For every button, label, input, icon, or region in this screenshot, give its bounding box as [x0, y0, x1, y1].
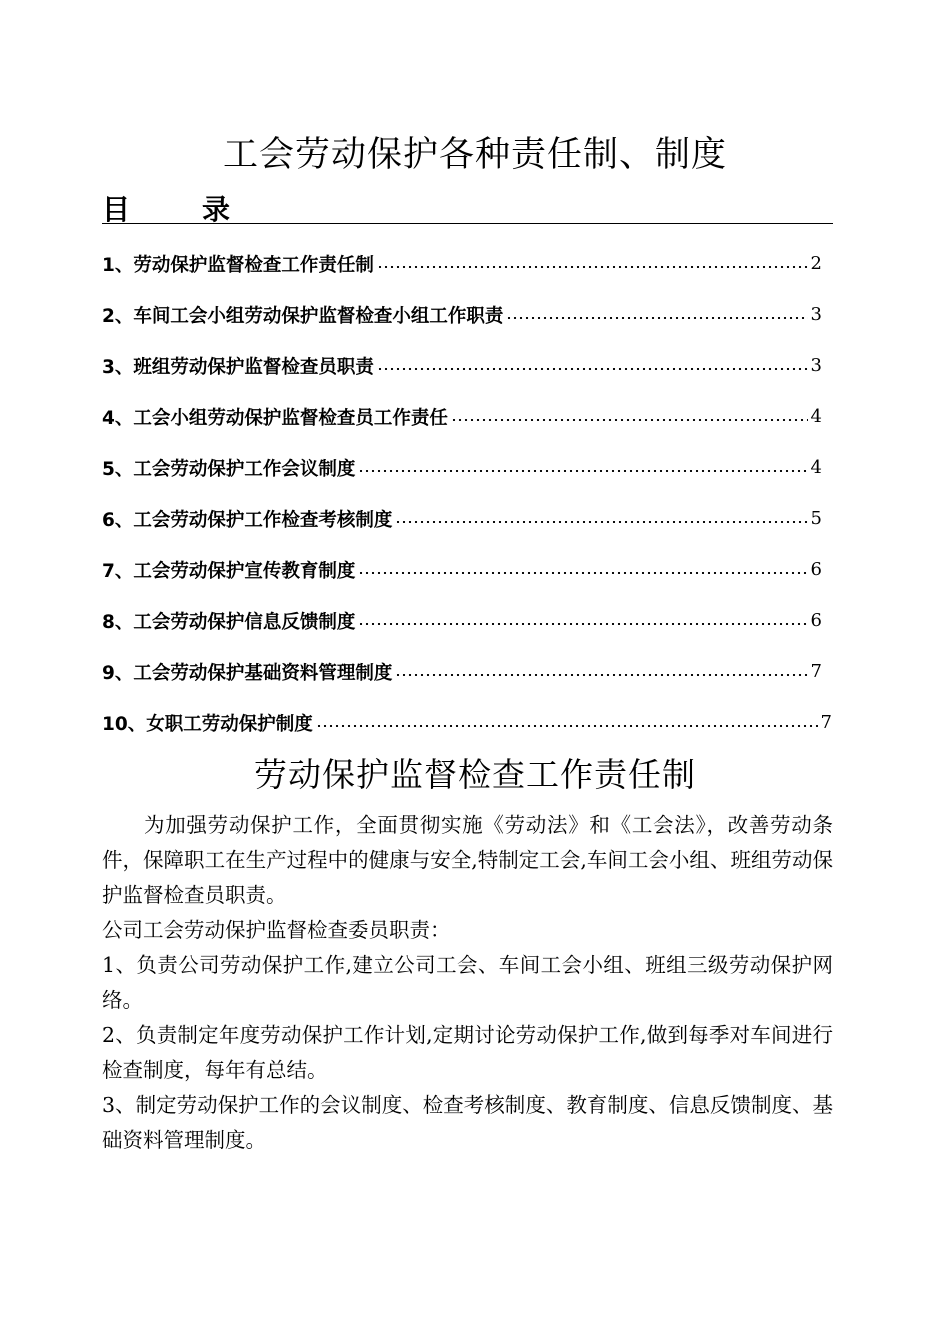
- toc-dot-leader: [451, 419, 808, 421]
- toc-entry-page: 6: [810, 610, 822, 631]
- toc-dot-leader: [377, 266, 808, 268]
- toc-dot-leader: [377, 368, 808, 370]
- toc-entry-label: 班组劳动保护监督检查员职责: [133, 356, 374, 378]
- toc-entry[interactable]: [102, 238, 822, 289]
- toc-entry[interactable]: [102, 340, 822, 391]
- toc-entry-page: 7: [820, 712, 832, 733]
- toc-entry-page: 7: [810, 661, 822, 682]
- toc-entry-page: 6: [810, 559, 822, 580]
- toc-entry-page: 5: [810, 508, 822, 529]
- toc-entry[interactable]: [102, 697, 832, 748]
- toc-entry-label: 车间工会小组劳动保护监督检查小组工作职责: [133, 305, 504, 327]
- body-paragraph: 2、负责制定年度劳动保护工作计划,定期讨论劳动保护工作,做到每季对车间进行检查制度，每年有总结。: [102, 1023, 833, 1082]
- toc-heading-char-2: 录: [202, 193, 231, 226]
- toc-list: [102, 238, 832, 748]
- toc-entry-label: 劳动保护监督检查工作责任制: [133, 254, 374, 276]
- body-paragraph: 3、制定劳动保护工作的会议制度、检查考核制度、教育制度、信息反馈制度、基础资料管理制度。: [102, 1093, 833, 1152]
- toc-dot-leader: [316, 725, 818, 727]
- toc-entry-label: 工会劳动保护基础资料管理制度: [133, 662, 393, 684]
- toc-dot-leader: [358, 572, 807, 574]
- toc-entry-number: 8、: [102, 611, 134, 633]
- toc-dot-leader: [395, 521, 807, 523]
- toc-dot-leader: [395, 674, 807, 676]
- toc-entry-number: 4、: [102, 407, 134, 429]
- toc-entry-page: 2: [810, 253, 822, 274]
- toc-entry[interactable]: [102, 391, 822, 442]
- toc-dot-leader: [506, 317, 807, 319]
- toc-entry-page: 4: [810, 406, 822, 427]
- toc-entry-number: 6、: [102, 509, 134, 531]
- toc-dot-leader: [358, 470, 807, 472]
- toc-entry-number: 10、: [102, 713, 147, 735]
- toc-entry-label: 工会劳动保护工作会议制度: [133, 458, 356, 480]
- toc-entry-number: 5、: [102, 458, 134, 480]
- toc-entry-label: 女职工劳动保护制度: [146, 713, 313, 735]
- document-title: 工会劳动保护各种责任制、制度: [222, 135, 727, 175]
- toc-entry-number: 9、: [102, 662, 134, 684]
- toc-entry-label: 工会劳动保护宣传教育制度: [133, 560, 356, 582]
- toc-entry[interactable]: [102, 646, 822, 697]
- body-paragraph: 1、负责公司劳动保护工作,建立公司工会、车间工会小组、班组三级劳动保护网络。: [102, 953, 833, 1012]
- toc-entry[interactable]: [102, 544, 822, 595]
- toc-divider: [102, 223, 833, 224]
- section-body: [102, 808, 833, 1158]
- toc-entry-page: 4: [810, 457, 822, 478]
- toc-entry[interactable]: [102, 289, 822, 340]
- toc-entry-number: 7、: [102, 560, 134, 582]
- toc-entry-page: 3: [810, 355, 822, 376]
- toc-entry-label: 工会劳动保护工作检查考核制度: [133, 509, 393, 531]
- body-paragraph: 公司工会劳动保护监督检查委员职责：: [102, 918, 451, 942]
- toc-dot-leader: [358, 623, 807, 625]
- body-paragraph: 为加强劳动保护工作，全面贯彻实施《劳动法》和《工会法》，改善劳动条件，保障职工在生产过程中的健康与安全,特制定工会,车间工会小组、班组劳动保护监督检查员职责。: [102, 813, 833, 907]
- toc-entry-label: 工会劳动保护信息反馈制度: [133, 611, 356, 633]
- toc-heading-char-1: 目: [102, 193, 131, 226]
- toc-entry-number: 2、: [102, 305, 134, 327]
- section-heading: 劳动保护监督检查工作责任制: [254, 755, 696, 794]
- toc-entry-number: 3、: [102, 356, 134, 378]
- toc-entry-label: 工会小组劳动保护监督检查员工作责任: [133, 407, 448, 429]
- toc-entry[interactable]: [102, 442, 822, 493]
- toc-entry-page: 3: [810, 304, 822, 325]
- toc-entry[interactable]: [102, 595, 822, 646]
- toc-entry[interactable]: [102, 493, 822, 544]
- toc-entry-number: 1、: [102, 254, 134, 276]
